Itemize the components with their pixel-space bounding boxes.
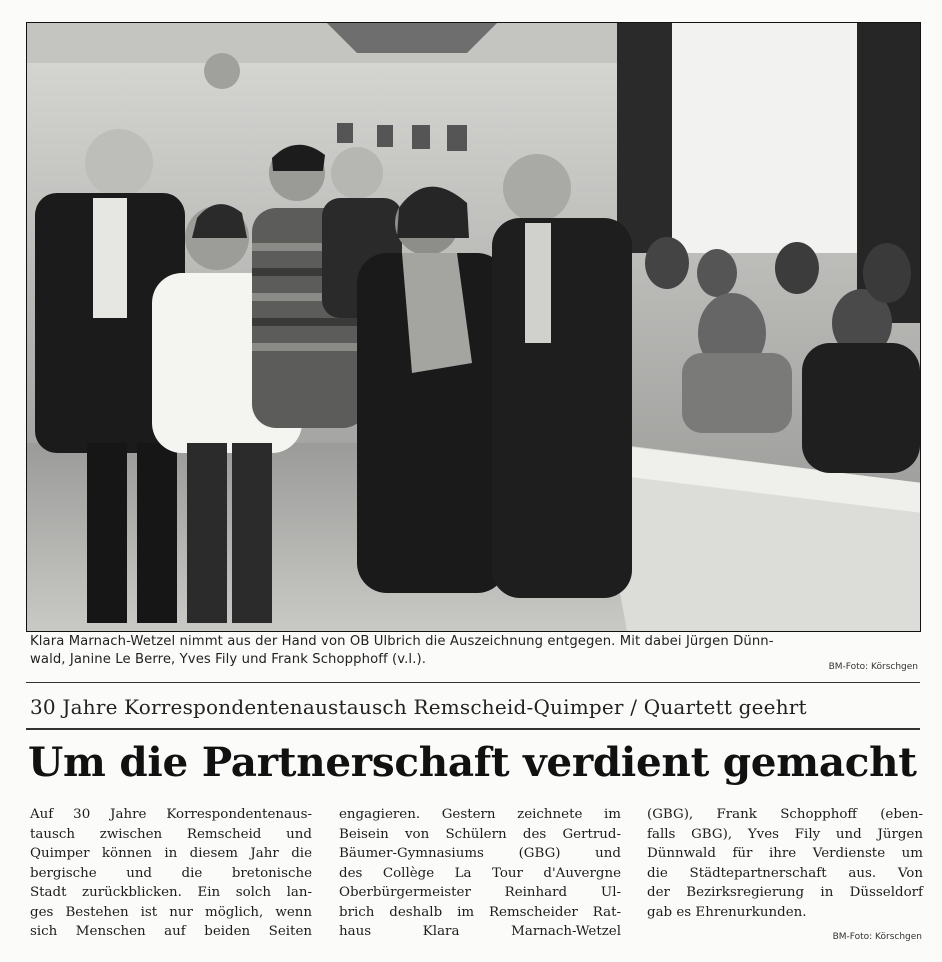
body-column-3 [647, 805, 923, 922]
body-line: (GBG), Frank Schopphoff (eben- [647, 807, 923, 822]
divider [26, 682, 920, 683]
body-line: ges Bestehen ist nur möglich, wenn [30, 904, 312, 920]
photo-illustration [27, 23, 920, 631]
body-line: Beisein von Schülern des Gertrud- [339, 826, 621, 842]
body-line: gab es Ehrenurkunden. [647, 904, 807, 920]
article-body [30, 805, 924, 953]
body-line: die Städtepartnerschaft aus. Von [647, 865, 923, 881]
body-line: Oberbürgermeister Reinhard Ul- [339, 885, 621, 900]
caption-line-2: wald, Janine Le Berre, Yves Fily und Frank Schopphoff (v.l.). [30, 652, 427, 667]
body-line: sich Menschen auf beiden Seiten [30, 924, 312, 939]
body-column-1 [30, 805, 312, 942]
body-line: Dünnwald für ihre Verdienste um [647, 846, 923, 861]
body-line: tausch zwischen Remscheid und [30, 826, 312, 842]
body-line: brich deshalb im Remscheider Rat- [339, 904, 621, 920]
bottom-credit: BM-Foto: Körschgen [832, 932, 922, 942]
article-headline: Um die Partnerschaft verdient gemacht [28, 738, 917, 786]
body-line: Quimper können in diesem Jahr die [30, 846, 312, 861]
body-line: der Bezirksregierung in Düsseldorf [647, 885, 923, 900]
body-line: falls GBG), Yves Fily und Jürgen [647, 826, 923, 842]
body-line: des Collège La Tour d'Auvergne [339, 865, 621, 881]
photo-caption [30, 633, 920, 669]
divider [26, 728, 920, 730]
body-line: Bäumer-Gymnasiums (GBG) und [339, 846, 621, 861]
body-column-2 [339, 805, 621, 942]
body-line: Stadt zurückblicken. Ein solch lan- [30, 885, 312, 900]
body-line: bergische und die bretonische [30, 865, 312, 881]
caption-line-1: Klara Marnach-Wetzel nimmt aus der Hand von OB Ulbrich die Auszeichnung entgegen. Mit dabei Jürgen Dünn- [30, 634, 774, 649]
body-line: haus Klara Marnach-Wetzel [339, 924, 621, 939]
body-line: Auf 30 Jahre Korrespondentenaus- [30, 807, 312, 822]
article-photo [26, 22, 921, 632]
article-kicker: 30 Jahre Korrespondentenaustausch Remscheid-Quimper / Quartett geehrt [30, 695, 807, 719]
body-line: engagieren. Gestern zeichnete im [339, 807, 621, 822]
photo-credit: BM-Foto: Körschgen [828, 662, 918, 672]
